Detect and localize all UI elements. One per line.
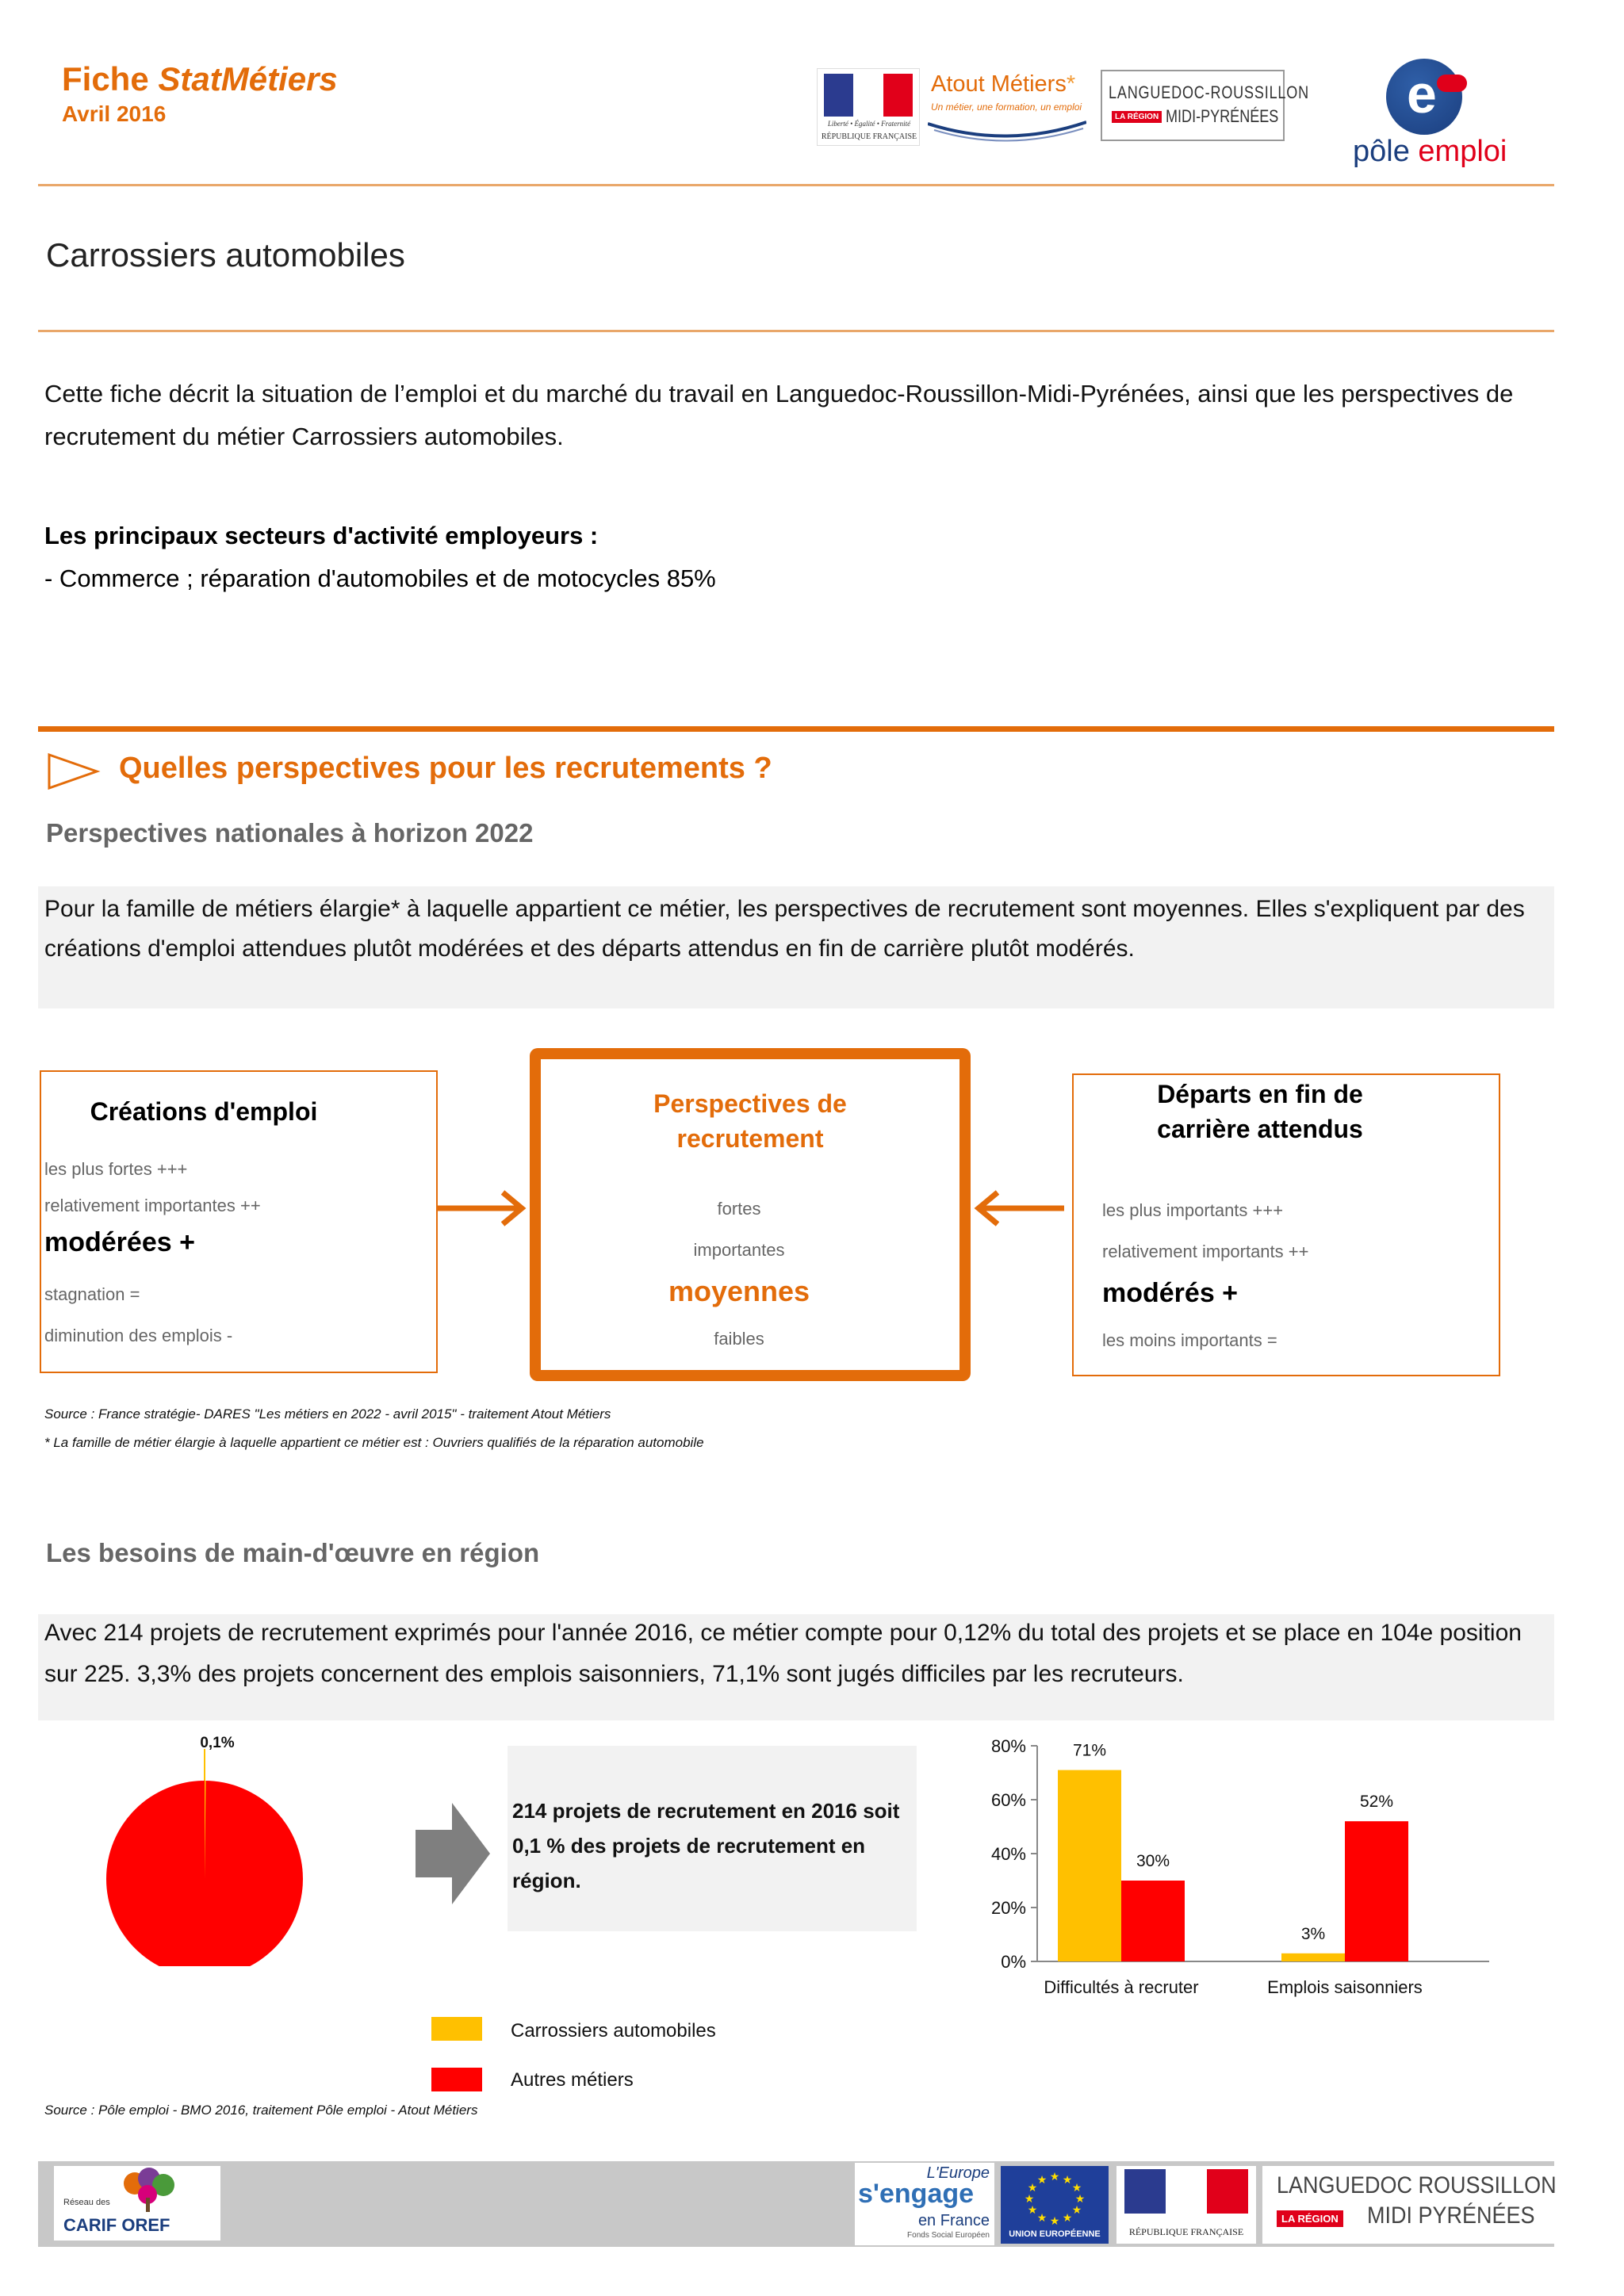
- creations-level-active: modérées +: [44, 1227, 195, 1257]
- svg-text:★: ★: [1062, 2212, 1073, 2225]
- pole-emploi-logo: e pôle emploi: [1348, 55, 1515, 174]
- departs-level-active: modérés +: [1102, 1278, 1239, 1308]
- share-pie-chart: [87, 1728, 325, 1966]
- svg-text:★: ★: [1049, 2171, 1060, 2183]
- svg-text:★: ★: [1062, 2174, 1073, 2187]
- carif-oref-logo: Réseau des CARIF OREF: [54, 2166, 220, 2241]
- svg-text:★: ★: [1071, 2204, 1082, 2217]
- bar-carrossiers: [1058, 1770, 1121, 1961]
- play-arrow-icon: [46, 752, 102, 791]
- recrutement-level: importantes: [693, 1240, 785, 1260]
- x-category-label: Emplois saisonniers: [1267, 1977, 1423, 1997]
- arrow-right-icon: [438, 1189, 530, 1229]
- creations-title: Créations d'emploi: [90, 1097, 318, 1126]
- sector-item: - Commerce ; réparation d'automobiles et de motocycles 85%: [44, 564, 716, 592]
- recrutement-level-active: moyennes: [668, 1275, 810, 1307]
- legend-swatch-autres: [431, 2068, 482, 2091]
- departs-level: les moins importants =: [1102, 1330, 1277, 1350]
- recrutement-level: fortes: [717, 1199, 761, 1219]
- besoins-source: Source : Pôle emploi - BMO 2016, traitement Pôle emploi - Atout Métiers: [44, 2103, 478, 2118]
- region-logo: LANGUEDOC-ROUSSILLON LA RÉGION MIDI-PYRÉNÉES: [1101, 70, 1285, 141]
- bar-chart: [975, 1728, 1499, 2014]
- departs-level: les plus importants +++: [1102, 1200, 1284, 1220]
- creations-level: relativement importantes ++: [44, 1196, 261, 1215]
- intro-paragraph: Cette fiche décrit la situation de l’emploi et du marché du travail en Languedoc-Roussillon-Midi-Pyrénées, ainsi que les perspectives de recrutement du métier Carrossiers automobiles.: [44, 380, 1514, 450]
- callout-text: 214 projets de recrutement en 2016 soit 0,1 % des projets de recrutement en région.: [512, 1799, 900, 1892]
- y-tick-label: 80%: [990, 1736, 1026, 1756]
- svg-text:★: ★: [1027, 2182, 1038, 2195]
- bar-carrossiers: [1281, 1954, 1345, 1961]
- perspectives-recrutement-box: [530, 1048, 971, 1381]
- europe-engage-logo: L'Europe s'engage en France Fonds Social Européen: [855, 2163, 994, 2245]
- svg-text:★: ★: [1027, 2204, 1038, 2217]
- departs-level: relativement importants ++: [1102, 1242, 1309, 1261]
- svg-text:★: ★: [1049, 2215, 1060, 2226]
- recrutement-level: faibles: [714, 1329, 764, 1349]
- callout-box: [508, 1746, 917, 1931]
- y-tick-label: 60%: [990, 1790, 1026, 1810]
- header-divider: [38, 184, 1554, 186]
- legend-label-autres: Autres métiers: [511, 2069, 634, 2091]
- bar-data-label: 30%: [1136, 1852, 1170, 1870]
- creations-level: les plus fortes +++: [44, 1159, 188, 1179]
- atout-swoosh-icon: [928, 108, 1086, 147]
- bar-data-label: 52%: [1359, 1793, 1394, 1812]
- arrow-left-icon: [971, 1189, 1066, 1229]
- besoins-subtitle: Les besoins de main-d'œuvre en région: [46, 1538, 540, 1567]
- legend-swatch-carrossiers: [431, 2017, 482, 2041]
- national-paragraph: Pour la famille de métiers élargie* à laquelle appartient ce métier, les perspectives de recrutement sont moyennes. Elles s'expliquent par des créations d'emploi attendues plutôt modérées et des départs attendus en fin de carrière plutôt modérés.: [44, 896, 1525, 962]
- besoins-paragraph: Avec 214 projets de recrutement exprimés pour l'année 2016, ce métier compte pour 0,12% du total des projets et se place en 104e position sur 225. 3,3% des projets concernent des emplois saisonniers, 71,1% sont jugés difficiles par les recruteurs.: [44, 1620, 1522, 1687]
- svg-text:★: ★: [1036, 2212, 1048, 2225]
- eu-flag-logo: ★ ★ ★ ★ ★ ★ ★ ★ ★ ★ ★ ★ UNION EUROPÉENNE: [1001, 2166, 1109, 2244]
- job-title: Carrossiers automobiles: [46, 236, 405, 274]
- creations-level: stagnation =: [44, 1284, 140, 1304]
- section-title: Quelles perspectives pour les recrutements ?: [119, 752, 772, 785]
- footer-band: [38, 2161, 1557, 2247]
- creations-level: diminution des emplois -: [44, 1326, 233, 1345]
- eu-stars-icon: [1001, 2166, 1109, 2226]
- bar-data-label: 71%: [1072, 1741, 1107, 1760]
- section-divider: [38, 726, 1554, 732]
- document-title: Fiche StatMétiers: [62, 60, 338, 98]
- document-date: Avril 2016: [62, 101, 167, 126]
- legend-label-carrossiers: Carrossiers automobiles: [511, 2020, 716, 2042]
- svg-text:★: ★: [1074, 2193, 1086, 2206]
- tree-icon: [117, 2168, 181, 2212]
- grey-arrow-icon: [416, 1803, 492, 1904]
- bar-autres: [1121, 1881, 1185, 1961]
- atout-metiers-logo: Atout Métiers* Un métier, une formation, un emploi: [928, 68, 1086, 147]
- republique-francaise-logo: Liberté • Égalité • Fraternité RÉPUBLIQUE FRANÇAISE: [817, 68, 920, 146]
- x-category-label: Difficultés à recruter: [1044, 1977, 1199, 1997]
- national-subtitle: Perspectives nationales à horizon 2022: [46, 818, 534, 848]
- creations-emploi-box: [40, 1070, 438, 1373]
- y-tick-label: 0%: [1001, 1952, 1026, 1972]
- bar-data-label: 3%: [1300, 1924, 1326, 1943]
- recrutement-title: Perspectives de recrutement: [653, 1089, 847, 1153]
- title-divider: [38, 330, 1554, 332]
- departs-fin-carriere-box: [1072, 1073, 1500, 1376]
- svg-text:★: ★: [1071, 2182, 1082, 2195]
- y-tick-label: 20%: [990, 1898, 1026, 1918]
- perspectives-source: Source : France stratégie- DARES "Les métiers en 2022 - avril 2015" - traitement Atout Métiers: [44, 1406, 611, 1422]
- bar-autres: [1345, 1821, 1408, 1961]
- sectors-heading: Les principaux secteurs d'activité employeurs :: [44, 522, 599, 549]
- svg-text:★: ★: [1024, 2193, 1035, 2206]
- republique-francaise-footer-logo: RÉPUBLIQUE FRANÇAISE: [1116, 2166, 1256, 2244]
- pie-data-label: 0,1%: [200, 1735, 235, 1751]
- svg-text:★: ★: [1036, 2174, 1048, 2187]
- departs-title: Départs en fin de carrière attendus: [1157, 1080, 1363, 1143]
- region-footer-logo: LANGUEDOC ROUSSILLON LA RÉGION MIDI PYRÉNÉES: [1262, 2166, 1554, 2244]
- y-tick-label: 40%: [990, 1844, 1026, 1864]
- perspectives-note: * La famille de métier élargie à laquelle appartient ce métier est : Ouvriers qualifiés de la réparation automobile: [44, 1435, 704, 1450]
